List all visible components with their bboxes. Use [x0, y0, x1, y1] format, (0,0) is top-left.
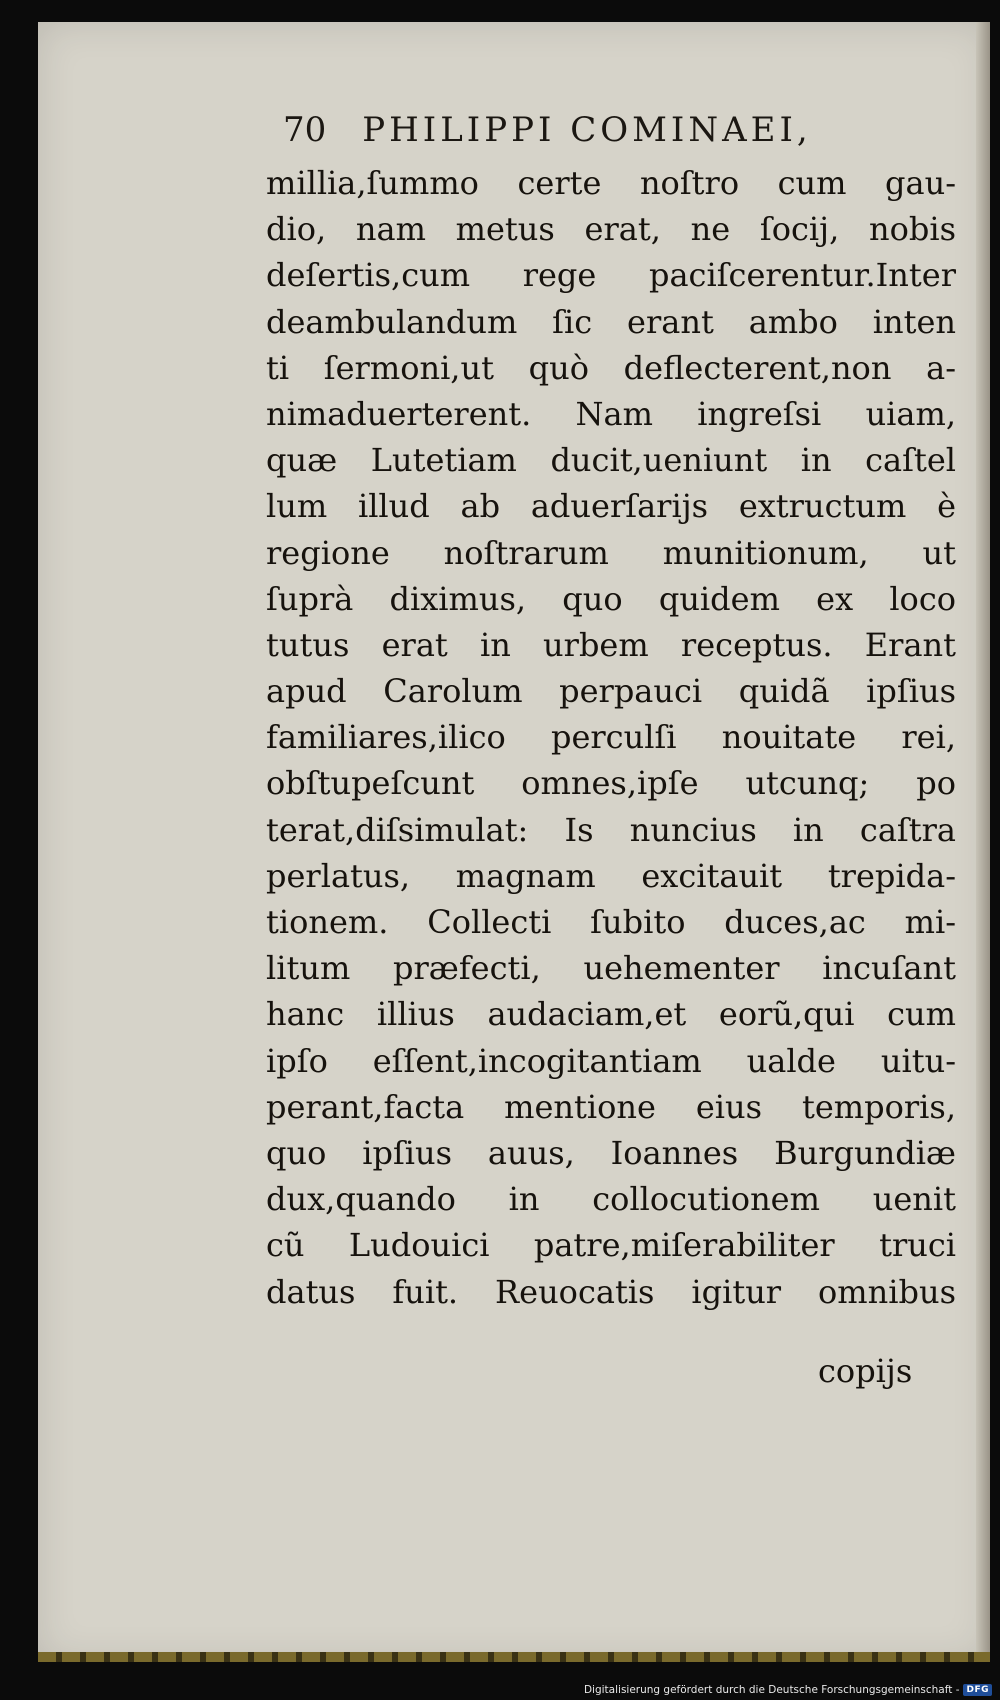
text-line: cũ Ludouici patre,miſerabiliter truci: [266, 1226, 956, 1265]
text-line: ti ſermoni,ut quò deflecterent,non a-: [266, 348, 956, 387]
page-edge: [976, 22, 990, 1662]
running-title: PHILIPPI COMINAEI,: [362, 110, 812, 150]
book-page: [38, 22, 990, 1662]
text-line: nimaduerterent. Nam ingreſsi uiam,: [266, 394, 956, 433]
text-line: perant,facta mentione eius temporis,: [266, 1087, 956, 1126]
body-text: [266, 160, 956, 1315]
text-line: datus fuit. Reuocatis igitur omnibus: [266, 1272, 956, 1311]
text-line: familiares,ilico perculſi nouitate rei,: [266, 718, 956, 757]
text-line: tionem. Collecti ſubito duces,ac mi-: [266, 903, 956, 941]
digitization-credit: [584, 1684, 992, 1696]
text-line: ipſo eſſent,incogitantiam ualde uitu-: [266, 1041, 956, 1080]
credit-text: Digitalisierung gefördert durch die Deutsche Forschungsgemeinschaft -: [583, 1684, 960, 1696]
text-line: litum præfecti, uehementer incuſant: [266, 949, 956, 988]
text-line: quæ Lutetiam ducit,ueniunt in caſtel: [266, 441, 956, 480]
text-line: tutus erat in urbem receptus. Erant: [266, 625, 956, 664]
text-line: regione noſtrarum munitionum, ut: [266, 533, 956, 572]
text-line: perlatus, magnam excitauit trepida-: [266, 856, 956, 895]
text-line: hanc illius audaciam,et eorũ,qui cum: [266, 995, 956, 1034]
catchword: copijs: [818, 1352, 913, 1390]
text-line: lum illud ab aduerſarijs extructum è: [266, 487, 956, 526]
text-line: terat,diſsimulat: Is nuncius in caſtra: [266, 810, 956, 849]
text-line: dux,quando in collocutionem uenit: [266, 1180, 956, 1219]
bottom-binding-strip: [38, 1652, 990, 1662]
text-line: dio, nam metus erat, ne ſocij, nobis: [266, 210, 956, 249]
text-line: apud Carolum perpauci quidã ipſius: [266, 672, 956, 711]
text-line: obſtupeſcunt omnes,ipſe utcunq; po: [266, 764, 956, 803]
text-line: deſertis,cum rege paciſcerentur.Inter: [266, 256, 956, 295]
text-line: quo ipſius auus, Ioannes Burgundiæ: [266, 1133, 956, 1172]
text-line: millia,ſummo certe noſtro cum gau-: [266, 164, 956, 202]
dfg-logo-icon: DFG: [963, 1684, 992, 1696]
page-number: 70: [283, 110, 327, 150]
running-head: [283, 110, 812, 150]
text-line: deambulandum ſic erant ambo inten: [266, 302, 956, 341]
text-line: ſuprà diximus, quo quidem ex loco: [266, 579, 956, 618]
